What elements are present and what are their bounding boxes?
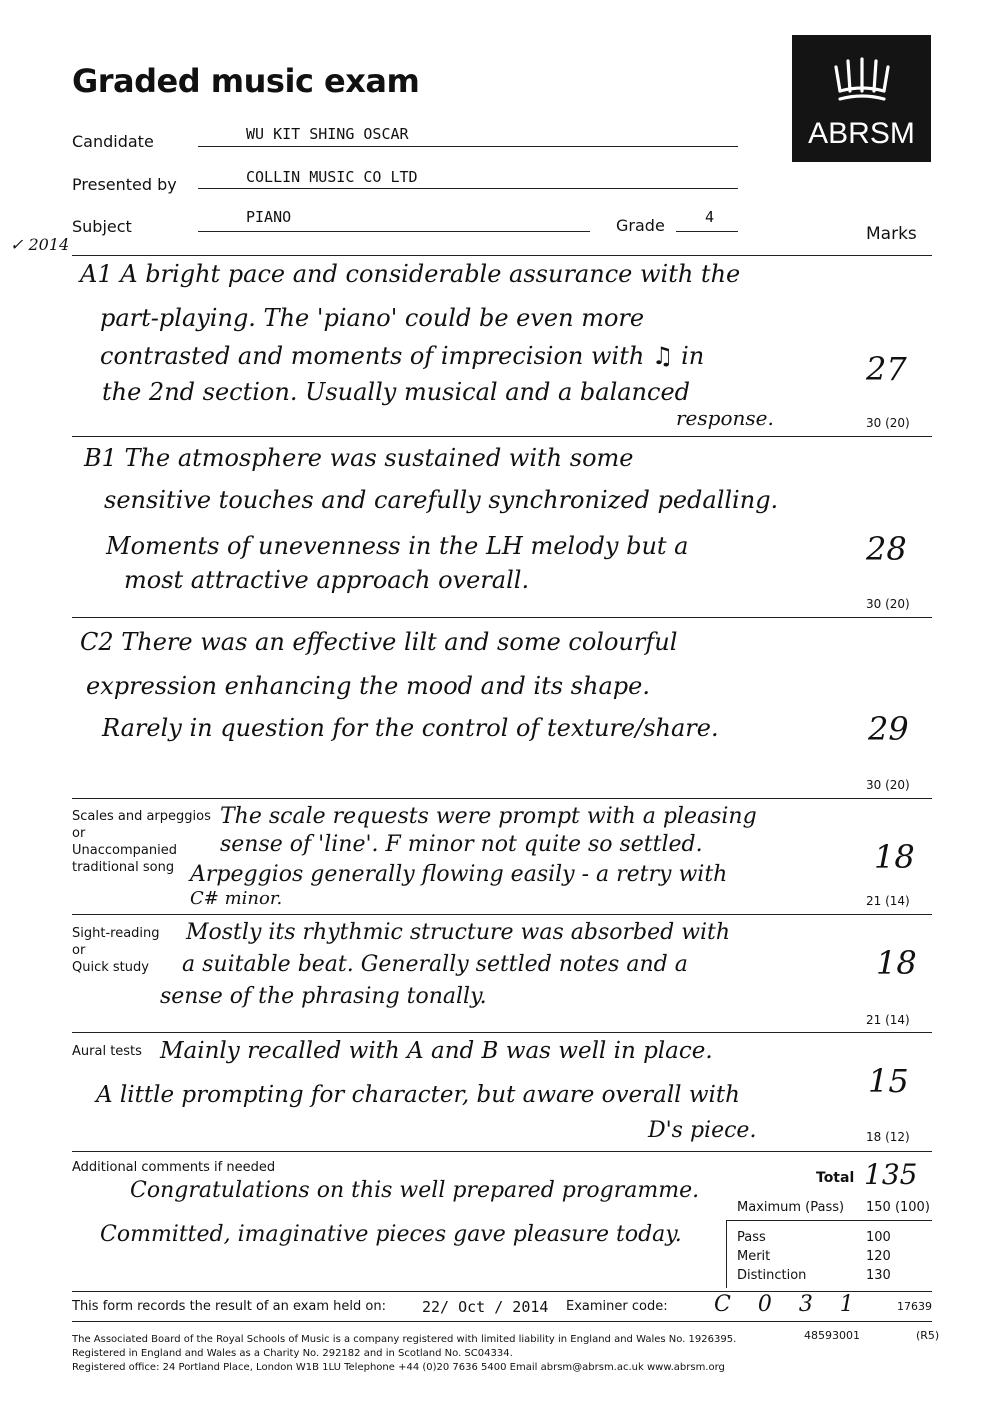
max-aural: 18 (12): [866, 1130, 910, 1144]
comment-line: a suitable beat. Generally settled notes and a: [182, 952, 688, 977]
pass-value: 100: [866, 1230, 891, 1245]
totals-divider-vertical: [726, 1220, 727, 1288]
total-value: 135: [864, 1158, 918, 1191]
grade-underline: [676, 231, 738, 232]
form-number: 17639: [897, 1300, 932, 1313]
footer-line: Registered in England and Wales as a Charity No. 292182 and in Scotland No. SC04334.: [72, 1348, 513, 1359]
mark-aural: 15: [868, 1062, 909, 1100]
merit-label: Merit: [737, 1249, 771, 1264]
distinction-value: 130: [866, 1268, 891, 1283]
divider: [72, 914, 932, 915]
comment-line: expression enhancing the mood and its shape.: [86, 672, 650, 700]
comment-line: B1 The atmosphere was sustained with some: [84, 444, 634, 472]
comment-line: most attractive approach overall.: [124, 566, 530, 594]
logo-text: ABRSM: [808, 117, 915, 150]
footer-line: The Associated Board of the Royal Schools of Music is a company registered with limited liability in England and Wales No. 1926395.: [72, 1334, 737, 1345]
marks-header: Marks: [866, 224, 917, 244]
comment-line: A1 A bright pace and considerable assurance with the: [80, 260, 741, 288]
comment-line: A little prompting for character, but aware overall with: [96, 1082, 740, 1108]
subject-value: PIANO: [246, 208, 292, 226]
examiner-code-label: Examiner code:: [566, 1299, 668, 1314]
distinction-label: Distinction: [737, 1268, 807, 1283]
mark-sight: 18: [876, 944, 917, 982]
comment-line: Rarely in question for the control of texture/share.: [102, 714, 719, 742]
comment-line: Mainly recalled with A and B was well in place.: [160, 1038, 713, 1064]
max-a1: 30 (20): [866, 416, 910, 430]
divider: [72, 1151, 932, 1152]
max-scales: 21 (14): [866, 894, 910, 908]
divider: [72, 798, 932, 799]
comment-line: Committed, imaginative pieces gave pleasure today.: [100, 1222, 682, 1247]
comment-line: The scale requests were prompt with a pleasing: [220, 804, 757, 829]
abrsm-logo: [792, 35, 931, 162]
footer-line: Registered office: 24 Portland Place, London W1B 1LU Telephone +44 (0)20 7636 5400 Email abrsm@abrsm.ac.uk www.abrsm.org: [72, 1362, 725, 1373]
candidate-underline: [198, 146, 738, 147]
additional-comments-label: Additional comments if needed: [72, 1160, 276, 1175]
comment-line: D's piece.: [648, 1118, 757, 1143]
max-b1: 30 (20): [866, 597, 910, 611]
crown-icon: [830, 57, 894, 107]
grade-value: 4: [705, 208, 715, 226]
comment-line: Congratulations on this well prepared programme.: [130, 1178, 700, 1203]
mark-a1: 27: [866, 350, 907, 388]
merit-value: 120: [866, 1249, 891, 1264]
examiner-code: C 0 3 1: [714, 1292, 864, 1317]
subject-label: Subject: [72, 217, 132, 236]
grade-label: Grade: [616, 216, 665, 235]
divider: [72, 1321, 932, 1322]
comment-line: Mostly its rhythmic structure was absorbed with: [186, 920, 731, 945]
page-title: Graded music exam: [72, 62, 420, 100]
max-sight: 21 (14): [866, 1013, 910, 1027]
presented-by-value: COLLIN MUSIC CO LTD: [246, 168, 418, 186]
divider: [72, 436, 932, 437]
total-label: Total: [816, 1170, 855, 1186]
comment-line: Arpeggios generally flowing easily - a retry with: [190, 862, 728, 887]
footer-revision: (R5): [916, 1329, 940, 1342]
mark-b1: 28: [866, 530, 907, 568]
pass-label: Pass: [737, 1230, 766, 1245]
mark-c2: 29: [868, 710, 909, 748]
maximum-pass-value: 150 (100): [866, 1200, 930, 1215]
comment-line: Moments of unevenness in the LH melody but a: [106, 532, 689, 560]
comment-line: the 2nd section. Usually musical and a balanced: [102, 378, 691, 406]
footer-reference: 48593001: [804, 1329, 860, 1342]
divider: [72, 617, 932, 618]
comment-line: response.: [676, 406, 774, 430]
sight-reading-label: Sight-reading or Quick study: [72, 926, 160, 975]
comment-line: part-playing. The 'piano' could be even more: [100, 304, 645, 332]
totals-divider: [726, 1220, 932, 1221]
aural-label: Aural tests: [72, 1044, 142, 1059]
comment-line: contrasted and moments of imprecision with ♫ in: [100, 342, 705, 370]
record-statement: This form records the result of an exam held on:: [72, 1299, 386, 1314]
comment-line: C# minor.: [190, 888, 283, 909]
maximum-pass-label: Maximum (Pass): [737, 1200, 845, 1215]
presented-underline: [198, 188, 738, 189]
exam-date: 22/ Oct / 2014: [422, 1298, 549, 1316]
margin-note: ✓ 2014: [10, 235, 70, 254]
presented-by-label: Presented by: [72, 175, 177, 194]
max-c2: 30 (20): [866, 778, 910, 792]
divider: [72, 255, 932, 256]
scales-label: Scales and arpeggios or Unaccompanied traditional song: [72, 809, 211, 875]
candidate-label: Candidate: [72, 132, 154, 151]
comment-line: sensitive touches and carefully synchronized pedalling.: [104, 486, 779, 514]
mark-scales: 18: [874, 838, 915, 876]
subject-underline: [198, 231, 590, 232]
divider: [72, 1032, 932, 1033]
comment-line: C2 There was an effective lilt and some colourful: [80, 628, 678, 656]
candidate-value: WU KIT SHING OSCAR: [246, 125, 409, 143]
comment-line: sense of 'line'. F minor not quite so settled.: [220, 832, 703, 857]
comment-line: sense of the phrasing tonally.: [160, 984, 487, 1009]
